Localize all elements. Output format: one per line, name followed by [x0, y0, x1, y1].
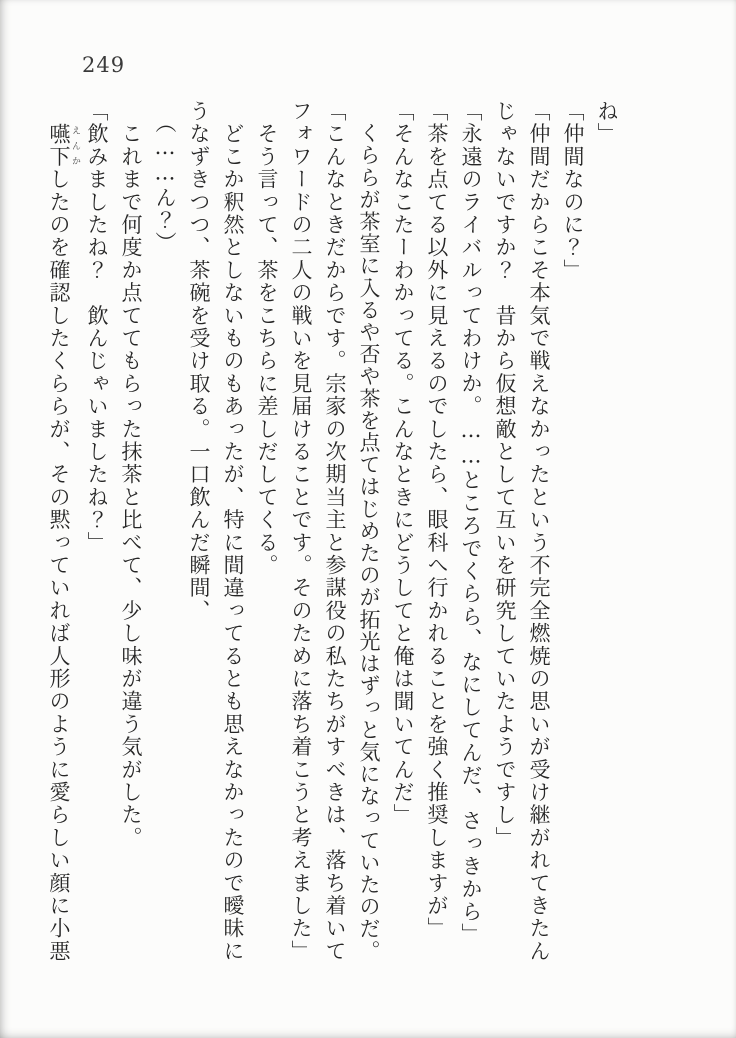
- paragraph: 嚥下 えんかしたのを確認したくららが、その黙っていれば人形のように愛らしい顔に小悪: [47, 122, 80, 963]
- paragraph: ね」: [595, 100, 619, 146]
- paragraph: 「飲みましたね？ 飲んじゃいましたね？」: [85, 100, 109, 554]
- paragraph: 「仲間だからこそ本気で戦えなかったという不完全燃焼の思いが受け継がれてきたんじゃないですか？ 昔から仮想敵として互いを研究していたようですし」: [493, 100, 551, 963]
- paragraph: 「そんなこたーわかってる。こんなときにどうしてと俺は聞いてんだ」: [391, 100, 415, 827]
- paragraph: 「仲間なのに？」: [561, 100, 585, 282]
- paragraph: そう言って、茶をこちらに差しだしてくる。: [255, 100, 279, 577]
- paragraph: 「永遠のライバルってわけか。……ところでくらら、なにしてんだ、さっきから」: [459, 100, 483, 946]
- paragraph: 「こんなときだからです。宗家の次期当主と参謀役の私たちがすべきは、落ち着いてフォワードの二人の戦いを見届けることです。そのために落ち着こうと考えました」: [289, 100, 347, 963]
- paragraph: どこか釈然としないものもあったが、特に間違ってるとも思えなかったので曖昧にうなずきつつ、茶碗を受け取る。一口飲んだ瞬間、: [187, 100, 245, 963]
- paragraph: （……ん？）: [153, 100, 177, 255]
- furigana-word: 嚥下 えんか: [47, 122, 80, 169]
- page-text: [44, 100, 624, 966]
- page-number: 249: [82, 53, 126, 77]
- paragraph: くららが茶室に入るや否や茶を点てはじめたのが拓光はずっと気になっていたのだ。: [357, 100, 381, 962]
- paragraph: 「茶を点てる以外に見えるのでしたら、眼科へ行かれることを強く推奨しますが」: [425, 100, 449, 940]
- paragraph: これまで何度か点ててもらった抹茶と比べて、少し味が違う気がした。: [119, 100, 143, 850]
